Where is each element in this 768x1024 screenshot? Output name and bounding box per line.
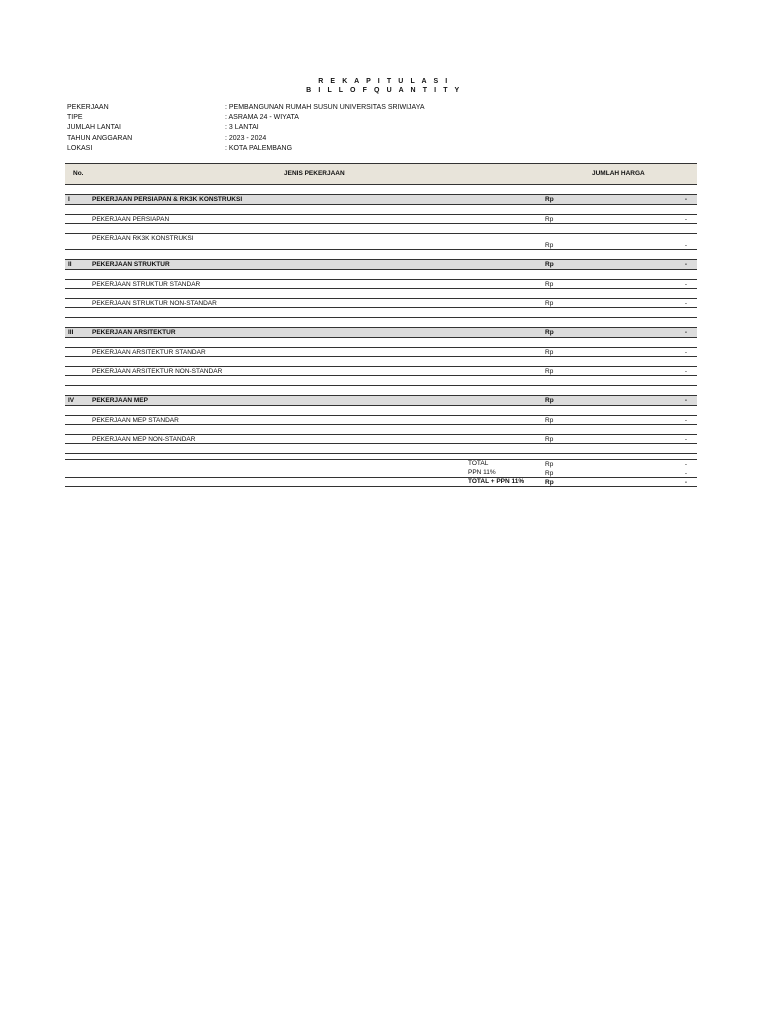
info-label: LOKASI — [67, 144, 93, 152]
section-number: I — [68, 196, 70, 203]
amount-value: - — [684, 261, 687, 268]
summary-row-ppn — [65, 469, 697, 478]
section-row-ii — [65, 260, 697, 270]
section-number: III — [68, 329, 74, 336]
amount-value: - — [684, 436, 687, 443]
spacer-row — [65, 250, 697, 260]
amount-value: - — [684, 461, 687, 468]
currency-label: Rp — [545, 417, 554, 424]
info-row-tipe — [67, 113, 425, 123]
info-value: : 2023 - 2024 — [225, 134, 267, 142]
currency-label: Rp — [545, 300, 554, 307]
amount-value: - — [684, 216, 687, 223]
item-row — [65, 280, 697, 289]
boq-table — [65, 163, 697, 487]
info-value: : ASRAMA 24 - WIYATA — [225, 114, 299, 122]
spacer-row — [65, 289, 697, 299]
amount-value: - — [684, 329, 687, 336]
section-number: II — [68, 261, 72, 268]
info-label: JUMLAH LANTAI — [67, 124, 121, 132]
currency-label: Rp — [545, 261, 554, 268]
currency-label: Rp — [545, 329, 554, 336]
amount-value: - — [684, 242, 687, 249]
section-number: IV — [68, 397, 75, 404]
section-name: PEKERJAAN STRUKTUR — [92, 261, 170, 268]
currency-label: Rp — [545, 216, 554, 223]
spacer-row — [65, 224, 697, 234]
currency-label: Rp — [545, 242, 554, 249]
header-no: No. — [73, 170, 84, 177]
amount-value: - — [684, 397, 687, 404]
item-name: PEKERJAAN ARSITEKTUR STANDAR — [92, 349, 206, 356]
section-name: PEKERJAAN PERSIAPAN & RK3K KONSTRUKSI — [92, 196, 243, 203]
item-name: PEKERJAAN MEP NON-STANDAR — [92, 436, 196, 443]
item-row — [65, 234, 697, 250]
info-row-jumlah-lantai — [67, 123, 425, 133]
currency-label: Rp — [545, 281, 554, 288]
currency-label: Rp — [545, 397, 554, 404]
item-name: PEKERJAAN PERSIAPAN — [92, 216, 170, 223]
currency-label: Rp — [545, 470, 554, 477]
amount-value: - — [684, 300, 687, 307]
info-value: : PEMBANGUNAN RUMAH SUSUN UNIVERSITAS SRIWIJAYA — [225, 104, 425, 111]
document-title: R E K A P I T U L A S I — [318, 78, 450, 85]
spacer-row — [65, 185, 697, 195]
currency-label: Rp — [545, 368, 554, 375]
amount-value: - — [684, 281, 687, 288]
spacer-row — [65, 318, 697, 328]
info-value: : KOTA PALEMBANG — [225, 144, 293, 152]
info-label: TAHUN ANGGARAN — [67, 134, 133, 142]
project-info — [67, 103, 425, 154]
currency-label: Rp — [545, 436, 554, 443]
currency-label: Rp — [545, 196, 554, 203]
info-value: : 3 LANTAI — [225, 124, 259, 132]
spacer-row — [65, 386, 697, 396]
section-name: PEKERJAAN ARSITEKTUR — [92, 329, 176, 336]
info-label: TIPE — [67, 114, 83, 122]
item-name: PEKERJAAN RK3K KONSTRUKSI — [92, 235, 194, 242]
amount-value: - — [684, 417, 687, 424]
section-row-iv — [65, 396, 697, 406]
spacer-row — [65, 338, 697, 348]
item-row — [65, 435, 697, 444]
item-row — [65, 348, 697, 357]
spacer-row — [65, 425, 697, 435]
info-row-lokasi — [67, 144, 425, 154]
item-name: PEKERJAAN STRUKTUR STANDAR — [92, 281, 201, 288]
spacer-row — [65, 444, 697, 454]
header-jumlah-harga: JUMLAH HARGA — [592, 170, 645, 177]
item-row — [65, 367, 697, 376]
currency-label: Rp — [545, 461, 554, 468]
item-name: PEKERJAAN STRUKTUR NON-STANDAR — [92, 300, 217, 307]
item-name: PEKERJAAN MEP STANDAR — [92, 417, 179, 424]
spacer-row — [65, 270, 697, 280]
amount-value: - — [684, 479, 687, 486]
currency-label: Rp — [545, 479, 554, 486]
currency-label: Rp — [545, 349, 554, 356]
summary-label: TOTAL + PPN 11% — [468, 478, 525, 485]
spacer-row — [65, 205, 697, 215]
table-header — [65, 163, 697, 185]
item-name: PEKERJAAN ARSITEKTUR NON-STANDAR — [92, 368, 223, 375]
summary-row-total — [65, 460, 697, 469]
spacer-row — [65, 376, 697, 386]
summary-row-total-ppn — [65, 478, 697, 487]
info-row-pekerjaan — [67, 103, 425, 113]
spacer-row — [65, 308, 697, 318]
document-subtitle: B I L L O F Q U A N T I T Y — [306, 87, 462, 94]
spacer-row — [65, 406, 697, 416]
section-row-iii — [65, 328, 697, 338]
summary-label: PPN 11% — [468, 469, 496, 476]
amount-value: - — [684, 470, 687, 477]
spacer-row — [65, 357, 697, 367]
header-jenis-pekerjaan: JENIS PEKERJAAN — [284, 170, 345, 177]
section-row-i — [65, 195, 697, 205]
item-row — [65, 299, 697, 308]
amount-value: - — [684, 368, 687, 375]
section-name: PEKERJAAN MEP — [92, 397, 148, 404]
amount-value: - — [684, 196, 687, 203]
item-row — [65, 416, 697, 425]
info-label: PEKERJAAN — [67, 104, 109, 111]
summary-label: TOTAL — [468, 460, 489, 467]
item-row — [65, 215, 697, 224]
amount-value: - — [684, 349, 687, 356]
info-row-tahun-anggaran — [67, 134, 425, 144]
